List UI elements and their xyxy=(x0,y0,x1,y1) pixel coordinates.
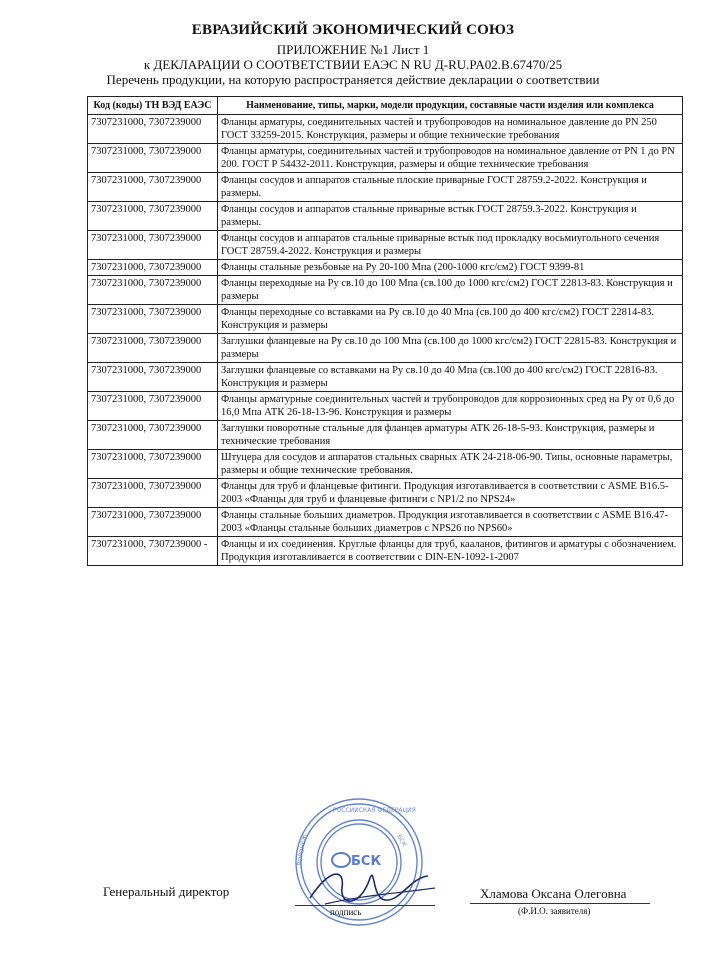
table-body xyxy=(88,115,683,566)
product-name-cell: Фланцы и их соединения. Круглые фланцы для труб, кааланов, фитингов и арматуры с обозначением. Продукция изготавливается в соответствии с DIN-EN-1092-1-2007 xyxy=(218,537,683,566)
hs-code-cell: 7307231000, 7307239000 xyxy=(88,276,218,305)
table-row xyxy=(88,115,683,144)
product-name-cell: Фланцы переходные со вставками на Ру св.10 до 40 Мпа (св.100 до 400 кгс/см2) ГОСТ 22814-83. Конструкция и размеры xyxy=(218,305,683,334)
table-row xyxy=(88,537,683,566)
signature-caption: подпись xyxy=(330,907,362,917)
hs-code-cell: 7307231000, 7307239000 xyxy=(88,173,218,202)
product-name-cell: Заглушки фланцевые со вставками на Ру св.10 до 40 Мпа (св.100 до 400 кгс/см2) ГОСТ 22816-83. Конструкция и размеры xyxy=(218,363,683,392)
product-name-cell: Фланцы арматуры, соединительных частей и трубопроводов на номинальное давление от PN 1 до PN 200. ГОСТ Р 54432-2011. Конструкция, размеры и общие технические требования xyxy=(218,144,683,173)
product-name-cell: Фланцы стальные больших диаметров. Продукция изготавливается в соответствии с ASME B16.47-2003 «Фланцы стальные больших диаметров с NPS26 по NPS60» xyxy=(218,508,683,537)
table-row xyxy=(88,479,683,508)
table-row xyxy=(88,334,683,363)
product-name-cell: Штуцера для сосудов и аппаратов стальных сварных АТК 24-218-06-90. Типы, основные параметры, размеры и общие технические требования. xyxy=(218,450,683,479)
signature-line xyxy=(295,905,435,906)
hs-code-cell: 7307231000, 7307239000 xyxy=(88,450,218,479)
table-row xyxy=(88,173,683,202)
table-row xyxy=(88,305,683,334)
name-line xyxy=(470,903,650,904)
column-header-code: Код (коды) ТН ВЭД ЕАЭС xyxy=(88,97,218,115)
hs-code-cell: 7307231000, 7307239000 xyxy=(88,305,218,334)
svg-text:РОССИЙСКАЯ ФЕДЕРАЦИЯ: РОССИЙСКАЯ ФЕДЕРАЦИЯ xyxy=(333,807,416,814)
table-row xyxy=(88,421,683,450)
hs-code-cell: 7307231000, 7307239000 xyxy=(88,115,218,144)
hs-code-cell: 7307231000, 7307239000 xyxy=(88,144,218,173)
hs-code-cell: 7307231000, 7307239000 xyxy=(88,202,218,231)
table-row xyxy=(88,144,683,173)
product-name-cell: Фланцы арматурные соединительных частей и трубопроводов для коррозионных сред на Ру от 0,6 до 16,0 Мпа АТК 26-18-13-96. Конструкция и размеры xyxy=(218,392,683,421)
svg-text:ВОРОНЕЖ: ВОРОНЕЖ xyxy=(296,833,309,867)
signer-position: Генеральный директор xyxy=(103,884,230,899)
product-name-cell: Фланцы сосудов и аппаратов стальные приварные встык под прокладку восьмиугольного сечения ГОСТ 28759.4-2022. Конструкция и размеры xyxy=(218,231,683,260)
product-name-cell: Заглушки поворотные стальные для фланцев арматуры АТК 26-18-5-93. Конструкция, размеры и технические требования xyxy=(218,421,683,450)
table-row xyxy=(88,363,683,392)
hs-code-cell: 7307231000, 7307239000 xyxy=(88,479,218,508)
product-name-cell: Фланцы стальные резьбовые на Ру 20-100 Мпа (200-1000 кгс/см2) ГОСТ 9399-81 xyxy=(218,260,683,276)
table-row xyxy=(88,260,683,276)
column-header-name: Наименование, типы, марки, модели продукции, составные части изделия или комплекса xyxy=(218,97,683,115)
products-table xyxy=(87,96,683,566)
hs-code-cell: 7307231000, 7307239000 xyxy=(88,508,218,537)
hs-code-cell: 7307231000, 7307239000 xyxy=(88,334,218,363)
product-name-cell: Фланцы сосудов и аппаратов стальные приварные встык ГОСТ 28759.3-2022. Конструкция и размеры. xyxy=(218,202,683,231)
table-row xyxy=(88,392,683,421)
product-name-cell: Фланцы переходные на Ру св.10 до 100 Мпа (св.100 до 1000 кгс/см2) ГОСТ 22813-83. Конструкция и размеры xyxy=(218,276,683,305)
appendix-title: ПРИЛОЖЕНИЕ №1 Лист 1 xyxy=(276,42,430,57)
product-name-cell: Фланцы арматуры, соединительных частей и трубопроводов на номинальное давление до PN 250 ГОСТ 33259-2015. Конструкция, размеры и общие технические требования xyxy=(218,115,683,144)
hs-code-cell: 7307231000, 7307239000 xyxy=(88,231,218,260)
product-name-cell: Заглушки фланцевые на Ру св.10 до 100 Мпа (св.100 до 1000 кгс/см2) ГОСТ 22815-83. Конструкция и размеры xyxy=(218,334,683,363)
svg-text:БСК: БСК xyxy=(351,854,382,869)
declaration-reference: к ДЕКЛАРАЦИИ О СООТВЕТСТВИИ ЕАЭС N RU Д-RU.PA02.B.67470/25 xyxy=(143,57,563,72)
table-row xyxy=(88,231,683,260)
table-row xyxy=(88,450,683,479)
union-title: ЕВРАЗИЙСКИЙ ЭКОНОМИЧЕСКИЙ СОЮЗ xyxy=(191,22,515,38)
hs-code-cell: 7307231000, 7307239000 xyxy=(88,392,218,421)
hs-code-cell: 7307231000, 7307239000 xyxy=(88,363,218,392)
svg-text:БСК: БСК xyxy=(395,833,408,848)
product-name-cell: Фланцы для труб и фланцевые фитинги. Продукция изготавливается в соответствии с ASME B16.5-2003 «Фланцы для труб и фланцевые фитинги с NP1/2 по NPS24» xyxy=(218,479,683,508)
hs-code-cell: 7307231000, 7307239000 xyxy=(88,260,218,276)
table-row xyxy=(88,508,683,537)
hs-code-cell: 7307231000, 7307239000 - xyxy=(88,537,218,566)
table-header-row xyxy=(88,97,683,115)
product-name-cell: Фланцы сосудов и аппаратов стальные плоские приварные ГОСТ 28759.2-2022. Конструкция и размеры. xyxy=(218,173,683,202)
name-caption: (Ф.И.О. заявителя) xyxy=(518,906,591,916)
hs-code-cell: 7307231000, 7307239000 xyxy=(88,421,218,450)
table-row xyxy=(88,276,683,305)
table-row xyxy=(88,202,683,231)
signer-name: Хламова Оксана Олеговна xyxy=(480,886,627,901)
list-title: Перечень продукции, на которую распространяется действие декларации о соответствии xyxy=(106,72,600,87)
